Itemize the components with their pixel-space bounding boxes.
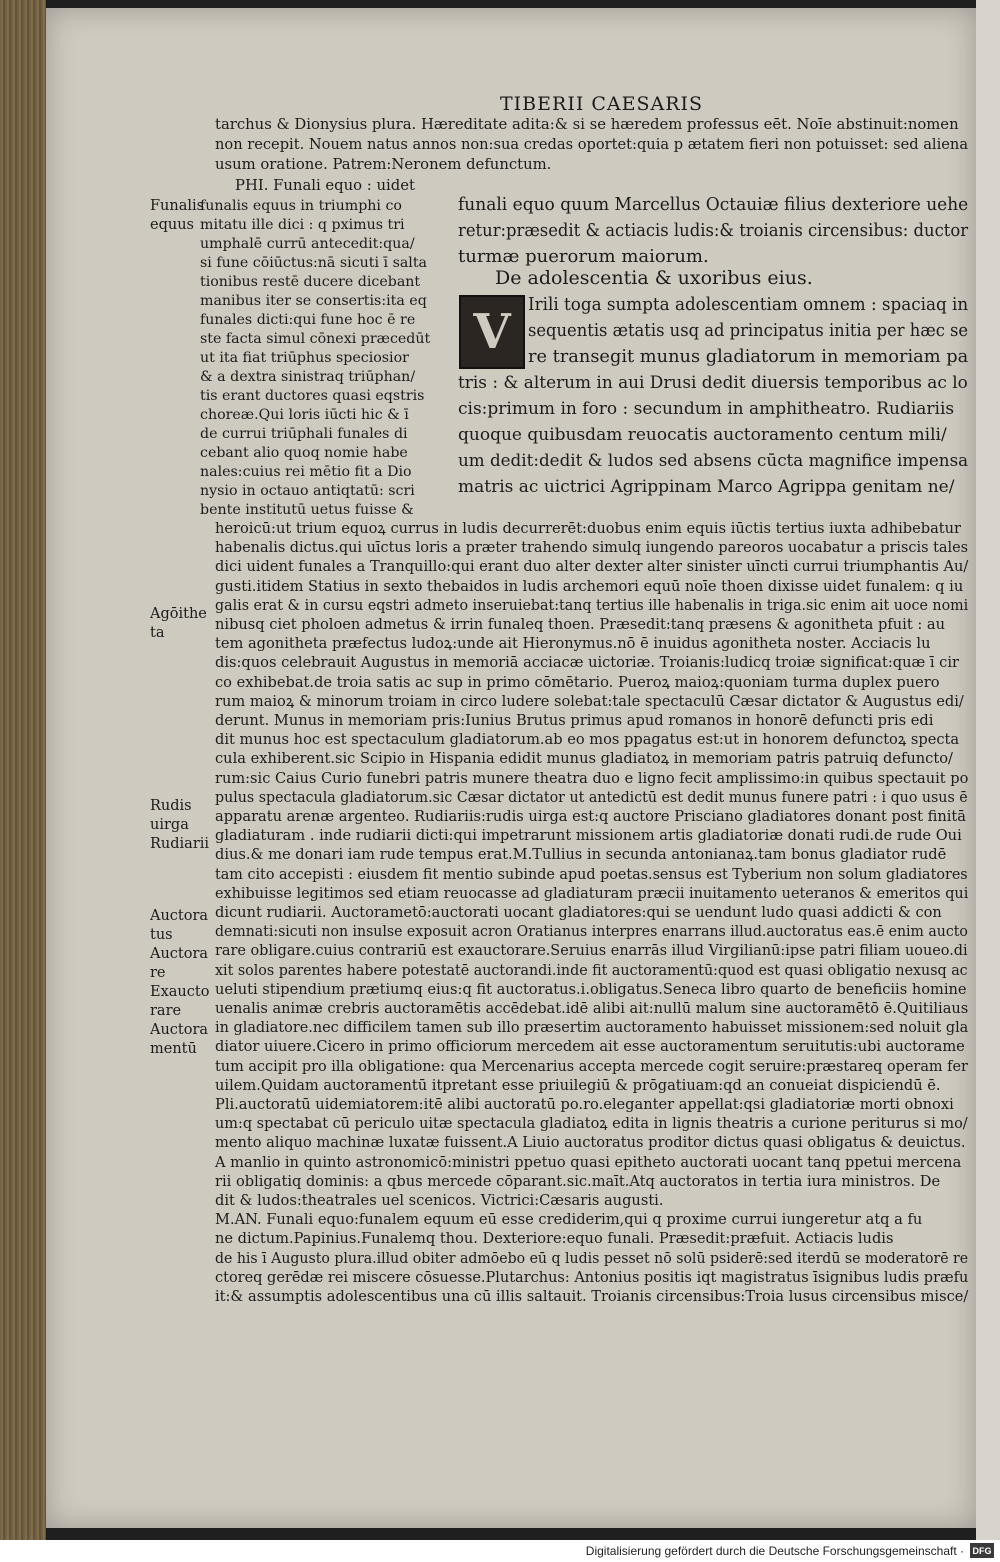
narrow-column-line: umphalē currū antecedit:qua/: [200, 236, 415, 252]
narrow-column-line: mitatu ille dici : q pximus tri: [200, 217, 405, 233]
margin-note: tus: [150, 927, 173, 943]
narrow-column-line: de currui triūphali funales di: [200, 426, 408, 442]
commentary-line: habenalis dictus.qui uīctus loris a præter trahendo simulq iungendo pareoros uocabatur a priscis tales: [215, 539, 969, 557]
footer-bar: [0, 1540, 1000, 1562]
commentary-line: nibusq ciet pholoen admetus & irrin funaleq thoen. Præsedit:tanq præsens & agonitheta pfuit : au: [215, 616, 945, 633]
top-line: tarchus & Dionysius plura. Hæreditate adita:& si se hæredem professus eēt. Noīe abstinuit:nomen: [215, 116, 959, 133]
commentary-line: demnati:sicuti non insulse exposuit acron Oratianus interpres enarrans illud.auctoratus eas.ē enim aucto: [215, 923, 968, 941]
main-text-line: um dedit:dedit & ludos sed absens cūcta magnifice impensa: [458, 451, 969, 471]
main-text-line: Irili toga sumpta adolescentiam omnem : spaciaq in: [528, 294, 969, 315]
chapter-heading: De adolescentia & uxoribus eius.: [495, 267, 813, 289]
commentary-line: diator uiuere.Cicero in primo officiorum mercedem ait esse auctoramentum seruitutis:ubi auctorame: [215, 1038, 965, 1056]
commentary-line: it:& assumptis adolescentibus una cū illis saltauit. Troianis circensibus:Troia lusus circensibus misce/: [215, 1288, 969, 1305]
commentary-line: de his ī Augusto plura.illud obiter admōebo eū q ludis pesset nō solū psiderē:sed iterdū se moderatorē re: [215, 1249, 969, 1267]
commentary-line: galis erat & in cursu eqstri admeto inseruiebat:tanq tertius ille habenalis in triga.sic enim ait uoce nomi: [215, 596, 969, 614]
commentary-line: uenalis animæ crebris auctoramētis accēdebat.idē alibi ait:nullū malum sine auctoramētō ē.Quitiliaus: [215, 1000, 969, 1017]
commentary-line: ueluti stipendium prætiumq eius:q fit auctoratus.i.obligatus.Seneca libro quarto de beneficiis homine: [215, 980, 967, 998]
decorated-initial: V: [459, 295, 525, 369]
narrow-column-line: si fune cōiūctus:nā sicuti ī salta: [200, 255, 428, 271]
commentary-line: um:q spectabat cū periculo uitæ spectacula gladiatoꝝ edita in lignis theatris a curione periturus si mo/: [215, 1115, 968, 1133]
commentary-line: dit munus hoc est spectaculum gladiatorum.ab eo mos ppagatus est:ut in honorem defunctoꝝ specta: [215, 731, 960, 749]
commentary-line: exhibuisse legitimos sed etiam reuocasse ad gladiaturam præcii inuitamento ueteranos & emeritos qui: [215, 884, 969, 902]
margin-note: Rudis: [150, 798, 192, 814]
narrow-column-line: nysio in octauo antiqtatū: scri: [200, 483, 415, 499]
margin-note: re: [150, 965, 166, 981]
commentary-line: co exhibebat.de troia satis ac sup in primo cōmētario. Pueroꝝ maioꝝ:quoniam turma duplex puero: [215, 673, 940, 691]
main-text-line: matris ac uictrici Agrippinam Marco Agrippa genitam ne/: [458, 477, 955, 497]
main-text-line: re transegit munus gladiatorum in memoriam pa: [528, 346, 969, 367]
commentary-line: gladiaturam . inde rudiarii dicti:qui impetrarunt missionem artis gladiatoriæ donati rudi.de rude Oui: [215, 827, 962, 845]
margin-note: Auctora: [150, 908, 209, 924]
commentary-line: rare obligare.cuius contrariū est exauctorare.Seruius enarrās illud Virgilianū:ipse patri filiam uoueo.di: [215, 942, 968, 960]
margin-note: equus: [150, 217, 194, 233]
commentary-line: ctoreq gerēdæ rei miscere cōsuesse.Plutarchus: Antonius positis iqt magistratus īsignibus ludis præfu: [215, 1268, 969, 1286]
commentary-line: tum accipit pro illa obligatione: qua Mercenarius accepta mercede cogit seruire:præstareq operam fer: [215, 1057, 968, 1075]
commentary-line: ne dictum.Papinius.Funalemq thou. Dexteriore:equo funali. Præsedit:præfuit. Actiacis ludis: [215, 1230, 894, 1248]
main-text-line: tris : & alterum in aui Drusi dedit diuersis temporibus ac lo: [458, 373, 968, 393]
narrow-column-line: choreæ.Qui loris iūcti hic & ī: [200, 407, 409, 423]
top-line: usum oratione. Patrem:Neronem defunctum.: [215, 156, 552, 173]
commentary-line: in gladiatore.nec difficilem tamen sub illo præsertim auctoramento habuisset missionem:sed noluit gla: [215, 1019, 969, 1037]
margin-note: ta: [150, 625, 165, 641]
commentary-line: tam cito accepisti : eiusdem fit mentio subinde apud poetas.sensus est Tyberium non solum gladiatores: [215, 865, 968, 883]
narrow-column-line: manibus iter se consertis:ita eq: [200, 293, 427, 309]
main-text-line: sequentis ætatis usq ad principatus initia per hæc se: [528, 320, 969, 341]
narrow-column-line: cebant alio quoq nomie habe: [200, 445, 408, 461]
commentary-line: rum:sic Caius Curio funebri patris munere theatra duo e ligno fecit amplissimo:in quibus spectauit po: [215, 769, 969, 787]
commentary-line: cula exhiberent.sic Scipio in Hispania edidit munus gladiatoꝝ in memoriam patris patruiq defuncto/: [215, 750, 953, 768]
narrow-column-line: nales:cuius rei mētio fit a Dio: [200, 464, 412, 480]
margin-note: Auctora: [150, 946, 209, 962]
commentary-line: rum maioꝝ & minorum troiam in circo ludere solebat:tale spectaculū Cæsar dictator & Augustus edi/: [215, 692, 964, 710]
commentary-line: pulus spectacula gladiatorum.sic Cæsar dictator ut antedictū est dedit munus funere patri : i quo usus ē: [215, 788, 968, 806]
commentary-line: dicunt rudiarii. Auctorametō:auctorati uocant gladiatores:qui se uendunt ludo quasi addicti & con: [215, 904, 942, 921]
commentary-start: PHI. Funali equo : uidet: [235, 177, 415, 194]
narrow-column-line: & a dextra sinistraq triūphan/: [200, 369, 416, 385]
commentary-line: A manlio in quinto astronomicō:ministri ppetuo quasi epitheto auctorati uocant tanq ppetui mercena: [215, 1153, 962, 1171]
commentary-line: mento aliquo machinæ luxatæ fuissent.A Liuio auctoratus proditor dictus quasi obligatus & deuictus.: [215, 1134, 966, 1152]
margin-note: Funalis: [150, 198, 205, 214]
top-line: non recepit. Nouem natus annos non:sua credas oportet:quia p ætatem fieri non potuisset: sed aliena: [215, 136, 969, 153]
commentary-line: xit solos parentes habere potestatē auctorandi.inde fit auctoramentū:quod est quasi obligatio nexusq ac: [215, 961, 968, 979]
commentary-line: uilem.Quidam auctoramentū itpretant esse priuilegiū & prōgatiuam:qd an conueiat dispiciendū ē.: [215, 1076, 941, 1094]
main-text-line: quoque quibusdam reuocatis auctoramento centum mili/: [458, 425, 947, 445]
commentary-line: apparatu arenæ argenteo. Rudiariis:rudis uirga est:q auctore Prisciano gladiatores donant post finitā: [215, 808, 966, 825]
commentary-line: Pli.auctoratū uidemiatorem:itē alibi auctoratū po.ro.eleganter appellat:qsi gladiatoriæ morti obnoxi: [215, 1096, 954, 1113]
commentary-line: M.AN. Funali equo:funalem equum eū esse crediderim,qui q proxime currui iungeretur atq a fu: [215, 1211, 923, 1229]
narrow-column-line: ut ita fiat triūphus speciosior: [200, 350, 409, 366]
margin-note: Auctora: [150, 1022, 209, 1038]
footer-credit: Digitalisierung gefördert durch die Deutsche Forschungsgemeinschaft ·: [585, 1544, 964, 1558]
narrow-column-line: funales dicti:qui fune hoc ē re: [200, 312, 416, 328]
commentary-line: gusti.itidem Statius in sexto thebaidos in ludis archemori equū noīe thoen dixisse uidet funalem: q iu: [215, 577, 964, 595]
commentary-line: dius.& me donari iam rude tempus erat.M.Tullius in secunda antonianaꝝ.tam bonus gladiator rudē: [215, 846, 947, 864]
commentary-line: derunt. Munus in memoriam pris:Iunius Brutus primus apud romanos in honorē defuncti pris edi: [215, 712, 934, 729]
facing-page-strip: [976, 0, 1000, 1540]
narrow-column-line: bente institutū uetus fuisse &: [200, 502, 414, 518]
margin-note: Agōithe: [150, 606, 207, 622]
dfg-logo: DFG: [970, 1543, 994, 1558]
running-head: TIBERII CAESARIS: [500, 93, 704, 115]
main-text-line: retur:præsedit & actiacis ludis:& troianis circensibus: ductor: [458, 220, 969, 241]
margin-note: uirga: [150, 817, 189, 833]
margin-note: rare: [150, 1003, 182, 1019]
book-page-edges: [0, 0, 46, 1540]
commentary-line: tem agonitheta præfectus ludoꝝ:unde ait Hieronymus.nō ē inuidus agonitheta noster. Acciacis lu: [215, 635, 931, 653]
narrow-column-line: funalis equus in triumphi co: [200, 198, 402, 214]
margin-note: Exaucto: [150, 984, 210, 1000]
narrow-column-line: ste facta simul cōnexi præcedūt: [200, 331, 431, 347]
commentary-line: rii obligatiq dominis: a qbus mercede cōparant.sic.maīt.Atq auctoratos in tertia iura ministros. De: [215, 1172, 941, 1190]
commentary-line: heroicū:ut trium equoꝝ currus in ludis decurrerēt:duobus enim equis iūctis tertius iuxta adhibebatur: [215, 520, 962, 537]
commentary-line: dici uident funales a Tranquillo:qui erant duo alter dexter alter sinister uīncti currui triumphantis Au/: [215, 558, 969, 576]
margin-note: mentū: [150, 1041, 197, 1057]
margin-note: Rudiarii: [150, 836, 210, 852]
main-text-line: turmæ puerorum maiorum.: [458, 246, 709, 267]
commentary-line: dit & ludos:theatrales uel scenicos. Victrici:Cæsaris augusti.: [215, 1192, 664, 1209]
narrow-column-line: tionibus restē ducere dicebant: [200, 274, 421, 290]
main-text-line: cis:primum in foro : secundum in amphitheatro. Rudiariis: [458, 399, 955, 419]
main-text-line: funali equo quum Marcellus Octauiæ filius dexteriore uehe: [458, 194, 969, 215]
narrow-column-line: tis erant ductores quasi eqstris: [200, 388, 425, 404]
commentary-line: dis:quos celebrauit Augustus in memoriā acciacæ uictoriæ. Troianis:ludicq troiæ significat:quæ ī cir: [215, 654, 959, 672]
